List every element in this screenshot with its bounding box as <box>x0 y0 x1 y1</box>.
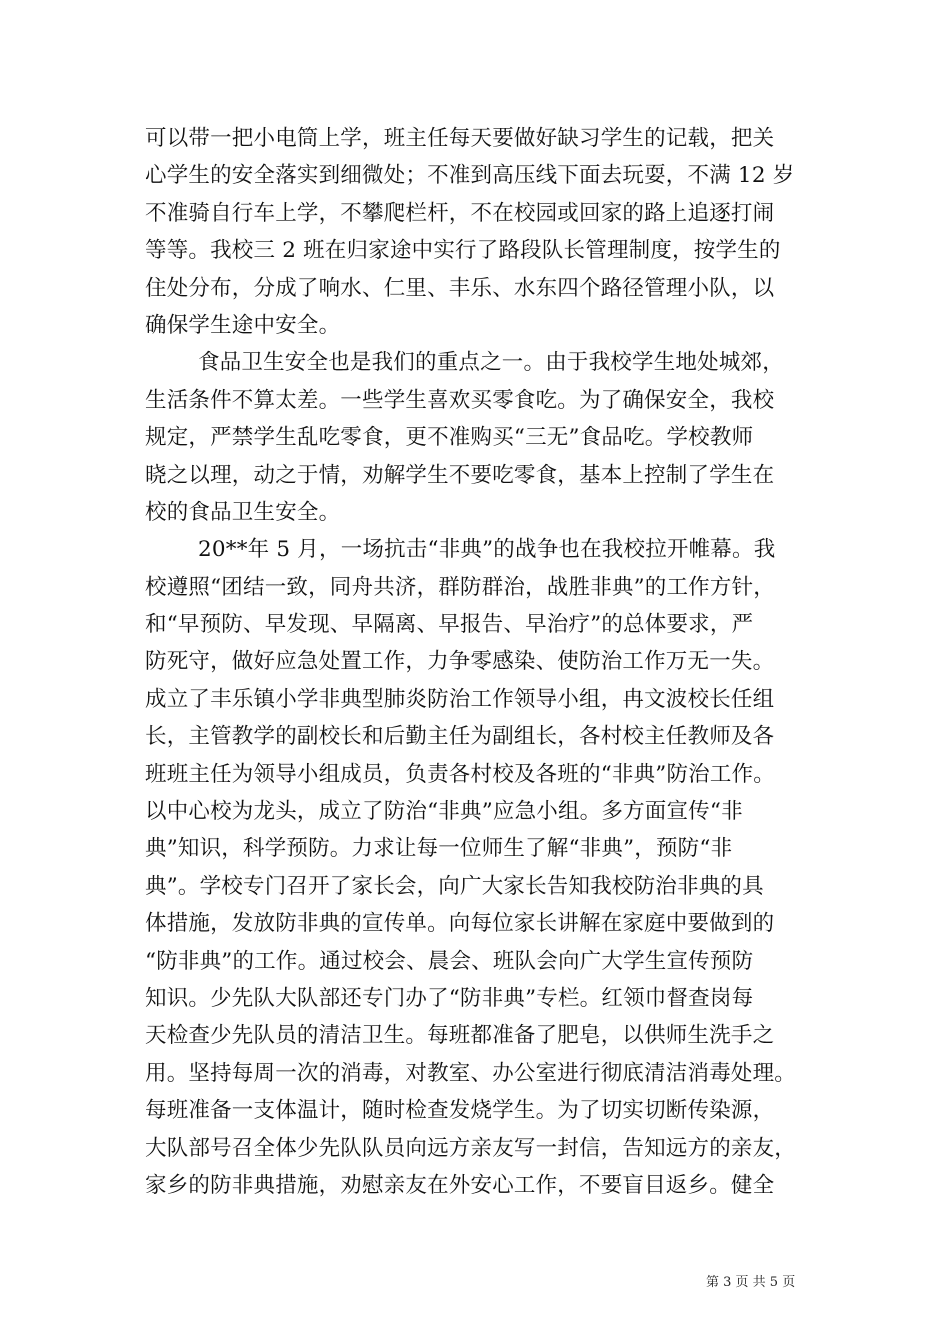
text-line: 大队部号召全体少先队队员向远方亲友写一封信，告知远方的亲友， <box>145 1135 797 1161</box>
page-number: 第 3 页 共 5 页 <box>706 1275 796 1290</box>
text-line: 知识。少先队大队部还专门办了“防非典”专栏。红领巾督查岗每 <box>145 985 754 1011</box>
text-line: 成立了丰乐镇小学非典型肺炎防治工作领导小组，冉文波校长任组 <box>145 686 775 712</box>
body-text <box>145 120 810 1204</box>
text-line: 不准骑自行车上学，不攀爬栏杆，不在校园或回家的路上追逐打闹 <box>145 200 775 226</box>
text-line: 规定，严禁学生乱吃零食，更不准购买“三无”食品吃。学校教师 <box>145 425 754 451</box>
text-line: 体措施，发放防非典的宣传单。向每位家长讲解在家庭中要做到的 <box>145 911 775 937</box>
text-line: 长，主管教学的副校长和后勤主任为副组长，各村校主任教师及各 <box>145 724 775 750</box>
text-line: 天检查少先队员的清洁卫生。每班都准备了肥皂，以供师生洗手之 <box>145 1023 775 1049</box>
text-line: 心学生的安全落实到细微处；不准到高压线下面去玩耍，不满 12 岁 <box>145 163 795 189</box>
text-line: 晓之以理，动之于情，劝解学生不要吃零食，基本上控制了学生在 <box>145 462 775 488</box>
text-line: “防非典”的工作。通过校会、晨会、班队会向广大学生宣传预防 <box>145 948 754 974</box>
text-line: 班班主任为领导小组成员，负责各村校及各班的“非典”防治工作。 <box>145 761 775 787</box>
text-line: 确保学生途中安全。 <box>145 312 341 338</box>
text-line: 和“早预防、早发现、早隔离、早报告、早治疗”的总体要求，严 <box>145 612 754 638</box>
text-line: 生活条件不算太差。一些学生喜欢买零食吃。为了确保安全，我校 <box>145 387 775 413</box>
text-line: 防死守，做好应急处置工作，力争零感染、使防治工作万无一失。 <box>145 649 775 675</box>
text-line: 用。坚持每周一次的消毒，对教室、办公室进行彻底清洁消毒处理。 <box>145 1060 797 1086</box>
text-line: 校遵照“团结一致，同舟共济，群防群治，战胜非典”的工作方针， <box>145 574 775 600</box>
text-line: 等等。我校三 2 班在归家途中实行了路段队长管理制度，按学生的 <box>145 238 781 264</box>
text-line: 可以带一把小电筒上学，班主任每天要做好缺习学生的记载，把关 <box>145 126 775 151</box>
text-line: 每班准备一支体温计，随时检查发烧学生。为了切实切断传染源， <box>145 1098 775 1124</box>
text-line: 典”知识，科学预防。力求让每一位师生了解“非典”，预防“非 <box>145 836 733 862</box>
text-line: 校的食品卫生安全。 <box>145 499 341 525</box>
text-line: 住处分布，分成了响水、仁里、丰乐、水东四个路径管理小队，以 <box>145 275 775 301</box>
paragraph-start-line: 20**年 5 月，一场抗击“非典”的战争也在我校拉开帷幕。我 <box>198 537 776 563</box>
text-line: 典”。学校专门召开了家长会，向广大家长告知我校防治非典的具 <box>145 873 764 899</box>
text-line: 家乡的防非典措施，劝慰亲友在外安心工作，不要盲目返乡。健全 <box>145 1172 775 1198</box>
paragraph-start-line: 食品卫生安全也是我们的重点之一。由于我校学生地处城郊， <box>198 350 784 376</box>
text-line: 以中心校为龙头，成立了防治“非典”应急小组。多方面宣传“非 <box>145 799 743 825</box>
